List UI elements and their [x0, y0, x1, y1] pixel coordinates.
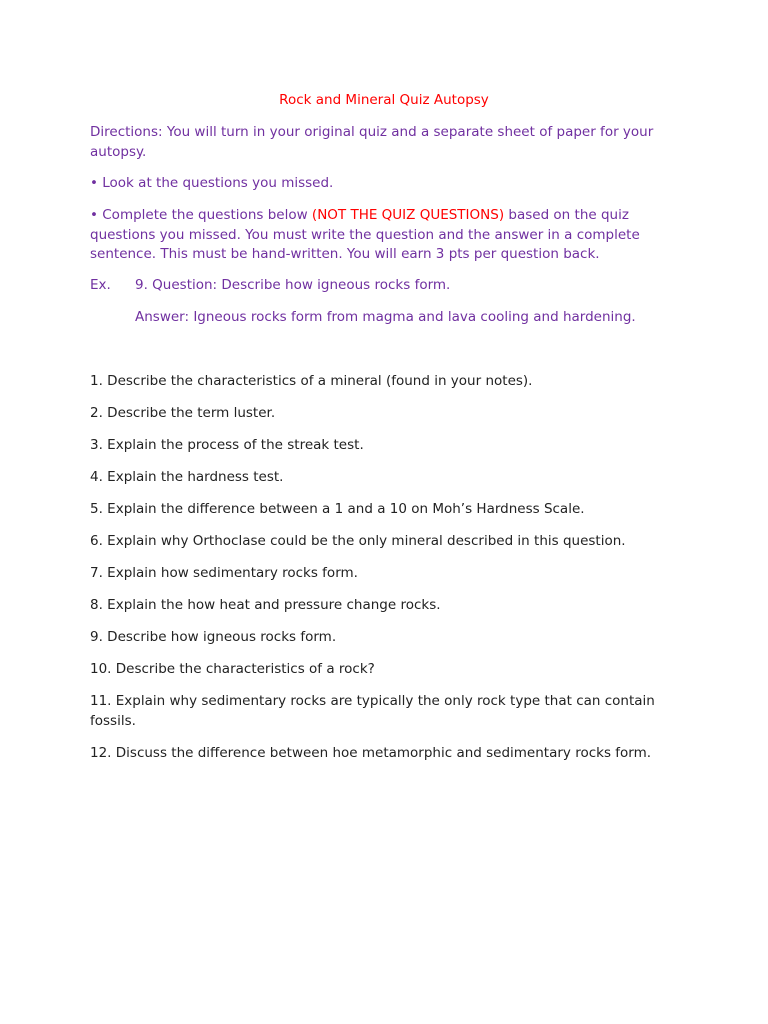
question-item: 6. Explain why Orthoclase could be the only mineral described in this question.: [90, 533, 626, 549]
example-label: Ex.: [90, 277, 111, 293]
question-item: 11. Explain why sedimentary rocks are typically the only rock type that can contain fossils.: [90, 693, 655, 729]
example-question-row: [90, 276, 680, 296]
question-item: 3. Explain the process of the streak test.: [90, 437, 364, 453]
bullet-complete-questions: [90, 206, 680, 265]
not-quiz-questions-emphasis: (NOT THE QUIZ QUESTIONS): [311, 207, 505, 223]
directions-paragraph: Directions: You will turn in your original quiz and a separate sheet of paper for your autopsy.: [90, 124, 654, 160]
question-item: 7. Explain how sedimentary rocks form.: [90, 565, 358, 581]
bullet-complete-prefix: • Complete the questions below: [90, 207, 312, 223]
question-item: 2. Describe the term luster.: [90, 405, 276, 421]
question-item: 4. Explain the hardness test.: [90, 469, 284, 485]
question-item: 10. Describe the characteristics of a rock?: [90, 661, 375, 677]
question-item: 12. Discuss the difference between hoe metamorphic and sedimentary rocks form.: [90, 744, 652, 761]
page-title: Rock and Mineral Quiz Autopsy: [279, 92, 489, 108]
question-item: 9. Describe how igneous rocks form.: [90, 629, 337, 645]
example-question: 9. Question: Describe how igneous rocks form.: [135, 277, 451, 293]
question-item: 8. Explain the how heat and pressure change rocks.: [90, 597, 441, 613]
bullet-complete-suffix: based on the quiz questions you missed. You must write the question and the answer in a complete sentence. This must be hand-written. You will earn 3 pts per question back.: [90, 207, 640, 262]
question-item: 5. Explain the difference between a 1 and a 10 on Moh’s Hardness Scale.: [90, 501, 585, 517]
example-answer: Answer: Igneous rocks form from magma and lava cooling and hardening.: [135, 309, 636, 325]
question-list: [90, 372, 680, 776]
bullet-look-at-missed: • Look at the questions you missed.: [90, 175, 334, 191]
question-item: 1. Describe the characteristics of a mineral (found in your notes).: [90, 373, 533, 389]
